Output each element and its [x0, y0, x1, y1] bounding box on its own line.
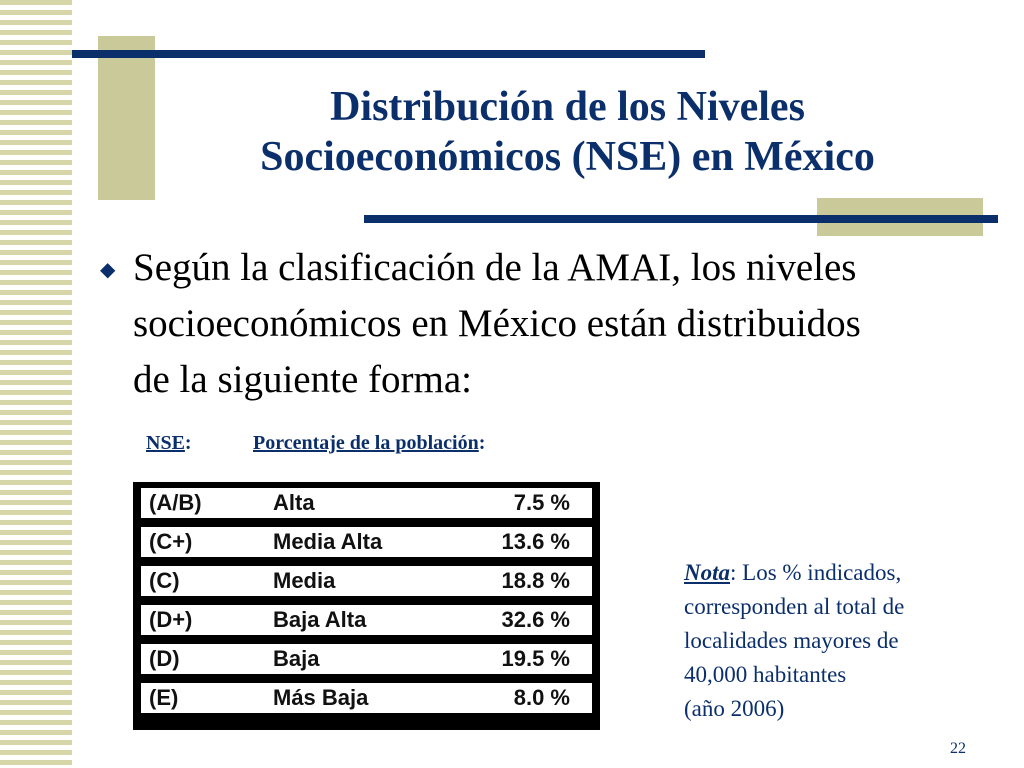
row-code: (A/B): [149, 490, 202, 515]
row-name: Baja: [273, 646, 320, 671]
header-percentage: [253, 431, 485, 455]
row-code: (C): [149, 568, 180, 593]
table-row: [139, 681, 594, 715]
table-row: [139, 486, 594, 520]
decorative-line-top: [72, 50, 705, 58]
bullet-line-1: Según la clasificación de la AMAI, los niveles: [133, 246, 857, 289]
note-line-3: localidades mayores de: [684, 628, 899, 653]
row-percentage: 18.8 %: [501, 568, 570, 593]
table-row: [139, 564, 594, 598]
nse-table: [133, 482, 600, 730]
bullet-line-2: socioeconómicos en México están distribuidos: [133, 302, 861, 345]
row-code: (C+): [149, 529, 193, 554]
slide-title: [150, 82, 985, 182]
table-row: [139, 642, 594, 676]
table-row: [139, 603, 594, 637]
note-block: [684, 556, 1004, 726]
row-name: Baja Alta: [273, 607, 367, 632]
row-code: (E): [149, 685, 179, 710]
header-percentage-colon: :: [478, 432, 486, 454]
note-line-1-text: : Los % indicados,: [730, 560, 902, 585]
diamond-bullet-icon: ◆: [100, 259, 116, 281]
bullet-line-3: de la siguiente forma:: [133, 358, 472, 401]
title-line-1: Distribución de los Niveles: [330, 84, 805, 130]
row-percentage: 7.5 %: [513, 490, 570, 515]
row-name: Media Alta: [273, 529, 383, 554]
row-name: Alta: [273, 490, 315, 515]
row-name: Más Baja: [273, 685, 369, 710]
note-line-5: (año 2006): [684, 696, 785, 721]
note-line-4: 40,000 habitantes: [684, 662, 847, 687]
row-code: (D+): [149, 607, 193, 632]
decorative-block-left: [98, 36, 155, 200]
row-percentage: 13.6 %: [501, 529, 570, 554]
row-name: Media: [273, 568, 336, 593]
note-line-1: [684, 556, 1004, 590]
title-line-2: Socioeconómicos (NSE) en México: [260, 134, 875, 180]
note-line-2: corresponden al total de: [684, 594, 905, 619]
left-stripe-band: [0, 0, 72, 768]
table-row: [139, 525, 594, 559]
row-percentage: 8.0 %: [513, 685, 570, 710]
note-label: Nota: [684, 560, 730, 585]
decorative-line-bottom: [364, 215, 998, 223]
row-percentage: 19.5 %: [501, 646, 570, 671]
page-number: 22: [950, 740, 966, 757]
header-percentage-label: Porcentaje de la población: [253, 432, 479, 454]
row-code: (D): [149, 646, 180, 671]
header-nse-colon: :: [184, 432, 192, 454]
row-percentage: 32.6 %: [501, 607, 570, 632]
header-nse: [146, 431, 192, 455]
bullet-paragraph: [133, 240, 1013, 408]
header-nse-label: NSE: [146, 432, 185, 454]
